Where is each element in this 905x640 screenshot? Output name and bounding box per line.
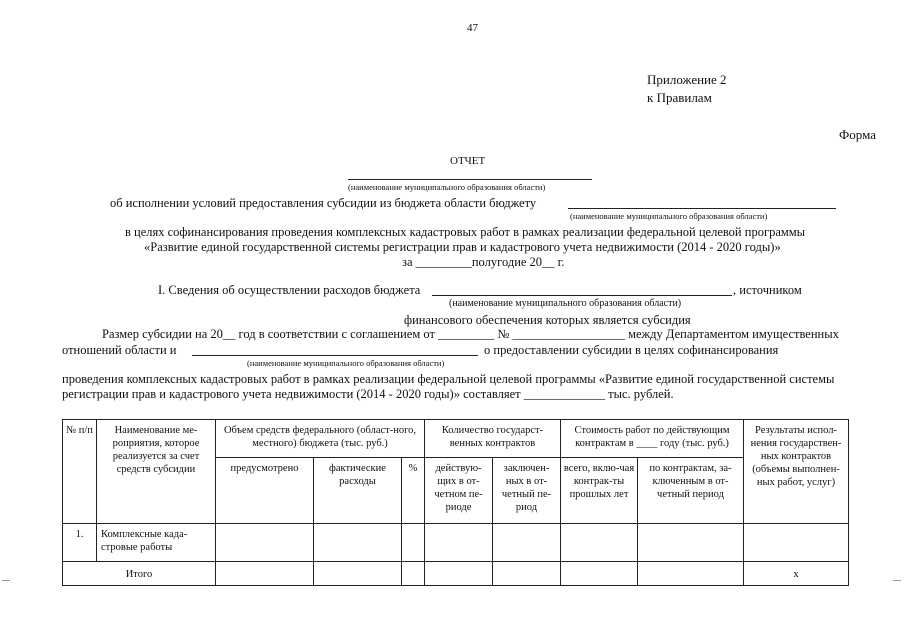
report-title: ОТЧЕТ (450, 155, 486, 167)
table-row (63, 524, 849, 562)
total-cell (425, 562, 493, 586)
header-concluded: заключен-ных в от-четный пе-риод (493, 458, 561, 524)
header-active: действую-щих в от-четном пе-риоде (425, 458, 493, 524)
total-cell (638, 562, 744, 586)
row-cell (425, 524, 493, 562)
relations-municipal-line (192, 355, 478, 356)
header-planned: предусмотрено (216, 458, 314, 524)
header-actual: фактические расходы (314, 458, 402, 524)
page-number: 47 (467, 22, 478, 34)
total-cell (216, 562, 314, 586)
row-cell (493, 524, 561, 562)
row-cell (638, 524, 744, 562)
header-volume: Объем средств федерального (област-ного, местного) бюджета (тыс. руб.) (216, 420, 425, 458)
municipal-name-line (348, 179, 592, 180)
total-results: x (744, 562, 849, 586)
header-num: № п/п (63, 420, 97, 524)
line-relations-a: отношений области и (62, 343, 177, 357)
total-label: Итого (63, 562, 216, 586)
total-cell (493, 562, 561, 586)
caption-municipal-2: (наименование муниципального образования области) (570, 211, 768, 221)
header-percent: % (402, 458, 425, 524)
line-purpose: в целях софинансирования проведения комплексных кадастровых работ в рамках реализации федеральной целевой программы (125, 225, 806, 239)
total-cell (314, 562, 402, 586)
section1-budget-line (432, 295, 732, 296)
total-cell (561, 562, 638, 586)
header-name: Наименование ме-роприятия, которое реализуется за счет средств субсидии (97, 420, 216, 524)
line-relations-b: о предоставлении субсидии в целях софинансирования (484, 343, 779, 357)
caption-municipal-3: (наименование муниципального образования области) (247, 358, 445, 368)
line-execution: об исполнении условий предоставления субсидии из бюджета области бюджету (110, 196, 537, 210)
header-cost: Стоимость работ по действующим контрактам в ____ году (тыс. руб.) (561, 420, 744, 458)
row-cell (744, 524, 849, 562)
line-total: регистрации прав и кадастрового учета недвижимости (2014 - 2020 годы)» составляет _____________ тыс. рублей. (62, 387, 674, 401)
header-results: Результаты испол-нения государствен-ных контрактов (объемы выполнен-ных работ, услуг) (744, 420, 849, 524)
header-contracts: Количество государст-венных контрактов (425, 420, 561, 458)
line-program: «Развитие единой государственной системы регистрации прав и кадастрового учета недвижимости (2014 - 2020 годы)» (144, 240, 781, 254)
row-cell (402, 524, 425, 562)
row-cell (561, 524, 638, 562)
row-cell (314, 524, 402, 562)
total-cell (402, 562, 425, 586)
line-subsidy: Размер субсидии на 20__ год в соответствии с соглашением от _________ № __________________ между Департаментом имущественных (102, 327, 839, 341)
line-conduct: проведения комплексных кадастровых работ в рамках реализации федеральной целевой программы «Развитие единой государственной системы (62, 372, 835, 386)
edge-mark-right (893, 580, 901, 581)
row-num: 1. (63, 524, 97, 562)
appendix-line-2: к Правилам (647, 90, 712, 105)
section1-caption-municipal: (наименование муниципального образования области) (449, 298, 682, 309)
appendix-line-1: Приложение 2 (647, 72, 727, 87)
report-table (62, 419, 849, 586)
header-cost-total: всего, вклю-чая контрак-ты прошлых лет (561, 458, 638, 524)
section1-heading-tail: , источником (733, 283, 802, 297)
caption-municipal: (наименование муниципального образования области) (348, 182, 546, 192)
row-name: Комплексные када-стровые работы (97, 524, 216, 562)
budget-name-line (568, 208, 836, 209)
total-row (63, 562, 849, 586)
edge-mark-left (2, 580, 10, 581)
section1-heading: I. Сведения об осуществлении расходов бюджета (158, 283, 421, 297)
row-cell (216, 524, 314, 562)
line-period: за _________полугодие 20__ г. (402, 255, 565, 269)
form-label: Форма (839, 127, 876, 142)
line-finance: финансового обеспечения которых является субсидия (404, 313, 691, 327)
header-cost-period: по контрактам, за-ключенным в от-четный период (638, 458, 744, 524)
